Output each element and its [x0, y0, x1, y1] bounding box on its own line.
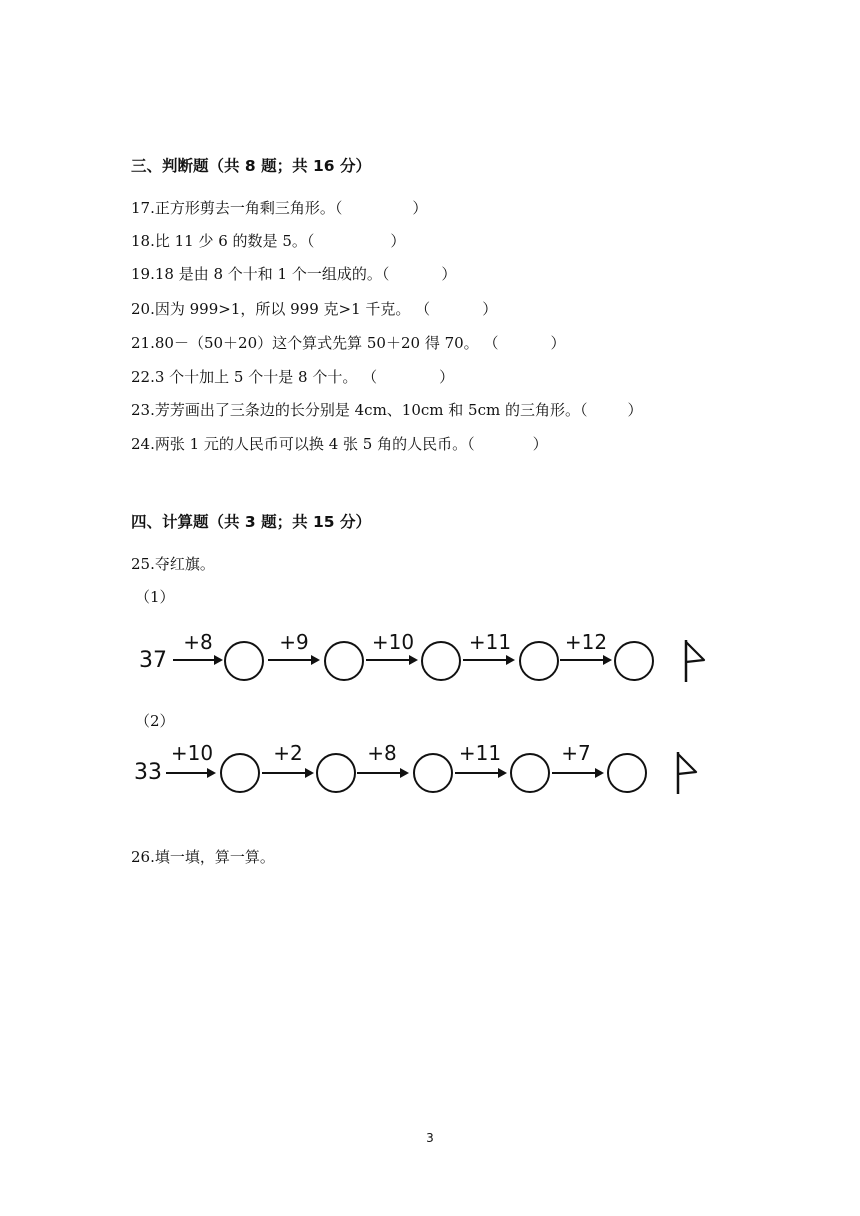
- chain-2-op-2: +2: [273, 741, 303, 765]
- chain-1-op-3: +10: [371, 630, 415, 654]
- chain-2-arrow-5: [552, 772, 602, 774]
- chain-1-arrow-4: [463, 659, 513, 661]
- chain-1-arrow-2: [268, 659, 318, 661]
- chain-2-start: 33: [134, 760, 162, 785]
- chain-2-arrow-2: [262, 772, 312, 774]
- section-3-heading: 三、判断题（共 8 题；共 16 分）: [131, 157, 371, 175]
- chain-1-circle-4[interactable]: [519, 641, 559, 681]
- chain-1-op-2: +9: [279, 630, 309, 654]
- chain-1-arrow-1: [173, 659, 221, 661]
- question-23: 23.芳芳画出了三条边的长分别是 4cm、10cm 和 5cm 的三角形。（ ）: [131, 401, 643, 419]
- chain-2-arrow-4: [455, 772, 505, 774]
- chain-1-op-4: +11: [468, 630, 512, 654]
- section-4-heading: 四、计算题（共 3 题；共 15 分）: [131, 513, 371, 531]
- chain-1-circle-5[interactable]: [614, 641, 654, 681]
- question-26-title: 26.填一填，算一算。: [131, 848, 275, 866]
- chain-2-circle-5[interactable]: [607, 753, 647, 793]
- chain-1-arrow-5: [560, 659, 610, 661]
- chain-2-circle-4[interactable]: [510, 753, 550, 793]
- chain-2-op-1: +10: [170, 741, 214, 765]
- question-22: 22.3 个十加上 5 个十是 8 个十。 （ ）: [131, 368, 455, 386]
- chain-2-circle-3[interactable]: [413, 753, 453, 793]
- question-18: 18.比 11 少 6 的数是 5。（ ）: [131, 232, 406, 250]
- page-number: 3: [426, 1131, 434, 1145]
- part-2-label: （2）: [135, 712, 175, 730]
- question-17: 17.正方形剪去一角剩三角形。（ ）: [131, 199, 428, 217]
- chain-1-arrow-3: [366, 659, 416, 661]
- chain-1-circle-1[interactable]: [224, 641, 264, 681]
- chain-1-start: 37: [139, 648, 167, 673]
- chain-1-circle-3[interactable]: [421, 641, 461, 681]
- chain-1-op-1: +8: [183, 630, 213, 654]
- chain-2-op-4: +11: [458, 741, 502, 765]
- flag-icon: [680, 638, 710, 684]
- chain-2-arrow-3: [357, 772, 407, 774]
- question-25-title: 25.夺红旗。: [131, 555, 215, 573]
- question-24: 24.两张 1 元的人民币可以换 4 张 5 角的人民币。（ ）: [131, 435, 548, 453]
- question-19: 19.18 是由 8 个十和 1 个一组成的。（ ）: [131, 265, 457, 283]
- chain-2-circle-2[interactable]: [316, 753, 356, 793]
- chain-2-circle-1[interactable]: [220, 753, 260, 793]
- chain-1-circle-2[interactable]: [324, 641, 364, 681]
- chain-2-arrow-1: [166, 772, 214, 774]
- flag-icon: [672, 750, 702, 796]
- question-21: 21.80－（50＋20）这个算式先算 50＋20 得 70。 （ ）: [131, 334, 566, 352]
- part-1-label: （1）: [135, 588, 175, 606]
- question-20: 20.因为 999>1，所以 999 克>1 千克。 （ ）: [131, 300, 498, 318]
- chain-1-op-5: +12: [564, 630, 608, 654]
- chain-2-op-3: +8: [367, 741, 397, 765]
- chain-2-op-5: +7: [561, 741, 591, 765]
